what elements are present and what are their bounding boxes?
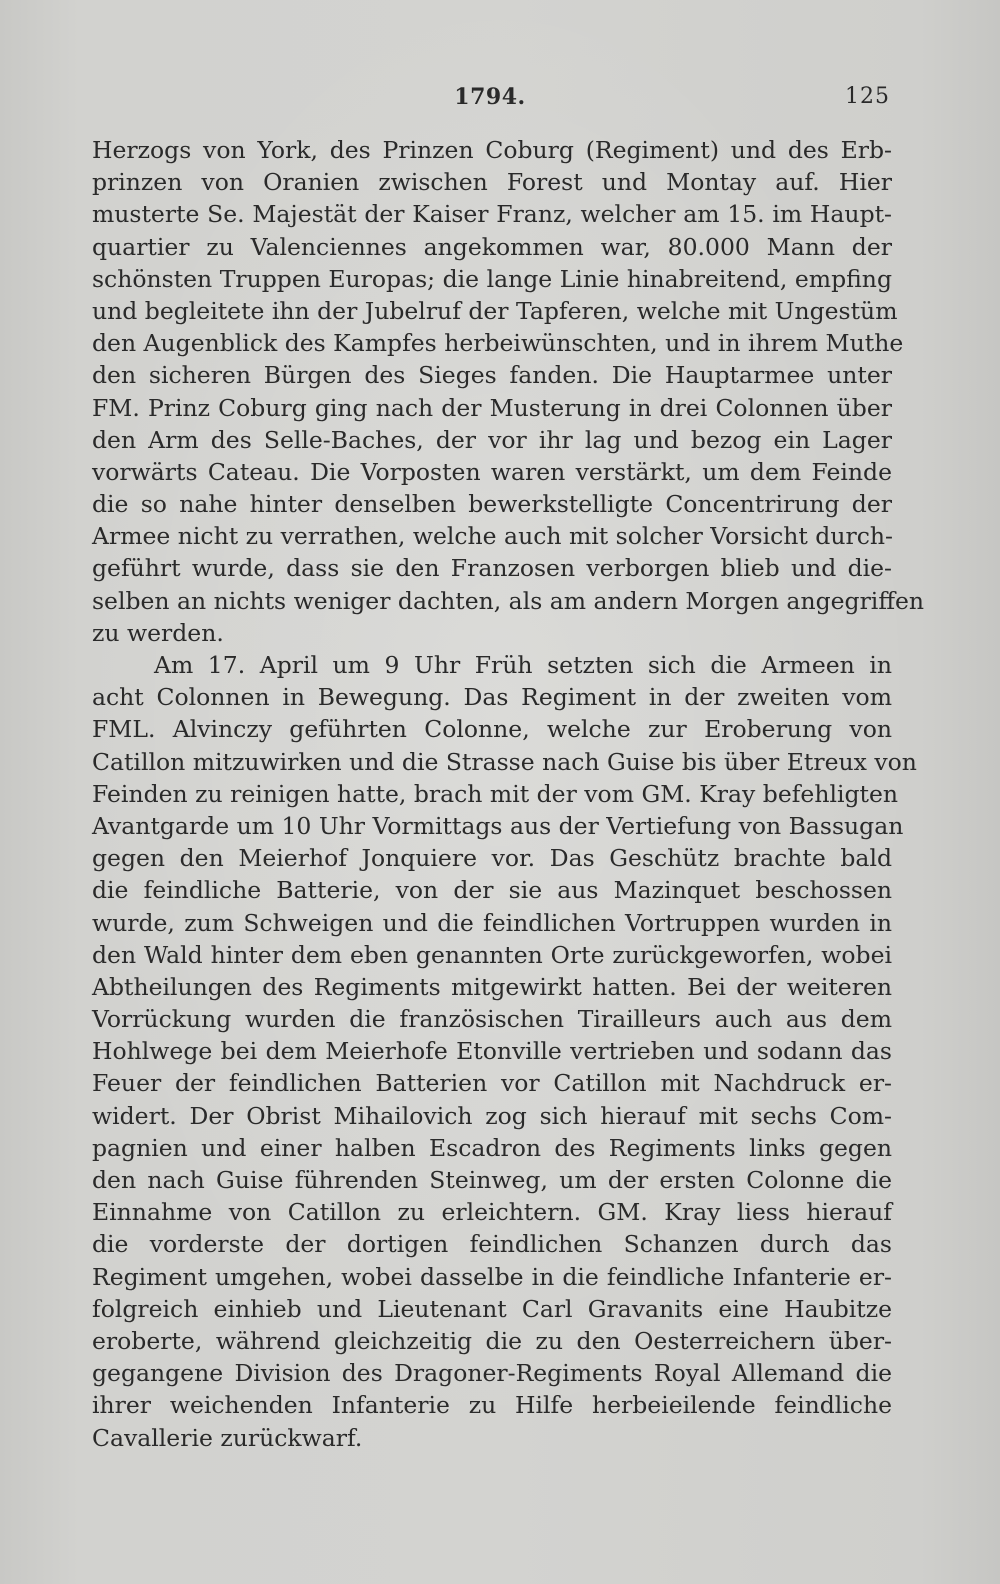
- header-year: 1794.: [454, 84, 526, 110]
- text-line: Am 17. April um 9 Uhr Früh setzten sich die Armeen in: [154, 651, 892, 679]
- text-line: ihrer weichenden Infanterie zu Hilfe herbeieilende feindliche: [92, 1391, 892, 1420]
- text-line: den nach Guise führenden Steinweg, um der ersten Colonne die: [92, 1166, 892, 1194]
- text-line: Avantgarde um 10 Uhr Vormittags aus der Vertiefung von Bassugan: [92, 811, 904, 840]
- running-header: [90, 84, 890, 114]
- text-line: geführt wurde, dass sie den Franzosen verborgen blieb und die-: [92, 554, 892, 583]
- text-line: Armee nicht zu verrathen, welche auch mit solcher Vorsicht durch-: [92, 522, 893, 551]
- text-line: zu werden.: [92, 618, 224, 647]
- text-line: Abtheilungen des Regiments mitgewirkt hatten. Bei der weiteren: [92, 972, 892, 1001]
- text-line: Hohlwege bei dem Meierhofe Etonville vertrieben und sodann das: [92, 1037, 892, 1066]
- text-line: FML. Alvinczy geführten Colonne, welche zur Eroberung von: [92, 715, 892, 744]
- text-line: gegangene Division des Dragoner-Regiments Royal Allemand die: [92, 1359, 892, 1388]
- text-line: Vorrückung wurden die französischen Tirailleurs auch aus dem: [92, 1005, 892, 1034]
- text-line: Herzogs von York, des Prinzen Coburg (Regiment) und des Erb-: [92, 136, 892, 164]
- text-line: den sicheren Bürgen des Sieges fanden. Die Hauptarmee unter: [92, 361, 892, 390]
- text-line: quartier zu Valenciennes angekommen war, 80.000 Mann der: [92, 232, 892, 261]
- text-line: den Augenblick des Kampfes herbeiwünschten, und in ihrem Muthe: [92, 329, 904, 358]
- text-line: Catillon mitzuwirken und die Strasse nach Guise bis über Etreux von: [92, 747, 917, 776]
- text-line: musterte Se. Majestät der Kaiser Franz, welcher am 15. im Haupt-: [92, 200, 892, 229]
- text-line: Einnahme von Catillon zu erleichtern. GM. Kray liess hierauf: [92, 1198, 892, 1227]
- text-line: Feuer der feindlichen Batterien vor Catillon mit Nachdruck er-: [92, 1069, 892, 1098]
- text-line: eroberte, während gleichzeitig die zu den Oesterreichern über-: [92, 1326, 892, 1355]
- text-line: schönsten Truppen Europas; die lange Linie hinabreitend, empfing: [92, 264, 892, 293]
- page-number: 125: [845, 84, 890, 109]
- text-line: Feinden zu reinigen hatte, brach mit der vom GM. Kray befehligten: [92, 779, 899, 808]
- text-line: vorwärts Cateau. Die Vorposten waren verstärkt, um dem Feinde: [92, 457, 892, 486]
- text-line: und begleitete ihn der Jubelruf der Tapferen, welche mit Ungestüm: [92, 296, 898, 325]
- text-line: die vorderste der dortigen feindlichen Schanzen durch das: [92, 1230, 892, 1259]
- text-line: den Wald hinter dem eben genannten Orte zurückgeworfen, wobei: [92, 940, 892, 969]
- text-line: prinzen von Oranien zwischen Forest und Montay auf. Hier: [92, 168, 892, 197]
- text-line: selben an nichts weniger dachten, als am andern Morgen angegriffen: [92, 586, 925, 615]
- text-line: die feindliche Batterie, von der sie aus Mazinquet beschossen: [92, 876, 892, 905]
- text-line: Regiment umgehen, wobei dasselbe in die feindliche Infanterie er-: [92, 1262, 892, 1291]
- text-line: folgreich einhieb und Lieutenant Carl Gravanits eine Haubitze: [92, 1294, 892, 1323]
- text-line: gegen den Meierhof Jonquiere vor. Das Geschütz brachte bald: [92, 844, 892, 873]
- text-line: FM. Prinz Coburg ging nach der Musterung in drei Colonnen über: [92, 393, 892, 422]
- text-line: acht Colonnen in Bewegung. Das Regiment in der zweiten vom: [92, 683, 892, 712]
- text-line: wurde, zum Schweigen und die feindlichen Vortruppen wurden in: [92, 908, 892, 937]
- text-line: den Arm des Selle-Baches, der vor ihr lag und bezog ein Lager: [92, 425, 892, 454]
- body-text: [92, 134, 925, 1454]
- text-line: die so nahe hinter denselben bewerkstelligte Concentrirung der: [92, 490, 892, 519]
- text-line: pagnien und einer halben Escadron des Regiments links gegen: [92, 1133, 892, 1162]
- text-line: Cavallerie zurückwarf.: [92, 1423, 363, 1452]
- text-line: widert. Der Obrist Mihailovich zog sich hierauf mit sechs Com-: [92, 1101, 892, 1130]
